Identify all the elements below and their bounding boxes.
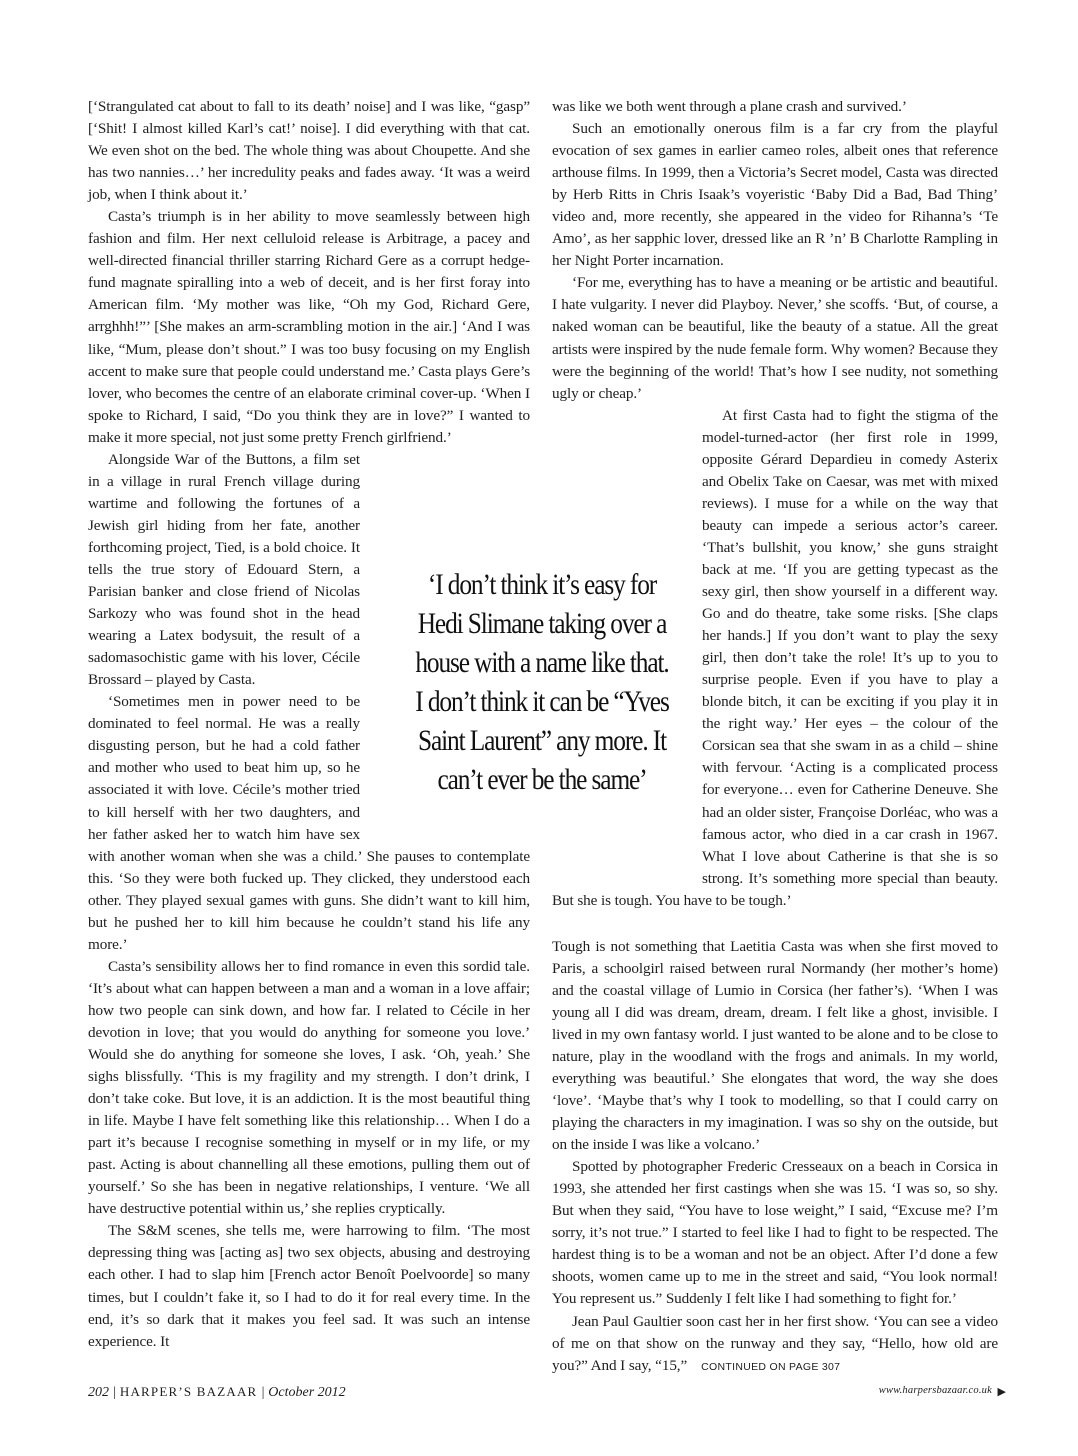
paragraph: ‘For me, everything has to have a meaning or be artistic and beautiful. I hate vulgarity. I never did Playboy. Never,’ she scoffs. ‘But, of course, a naked woman can be beautiful, like the beauty of a statue. All the great artists were inspired by the nude female form. Why women? Because they were the beginning of the world! That’s how I see nudity, not something ugly or cheap.’ xyxy=(552,274,998,402)
paragraph-last xyxy=(552,1311,998,1378)
paragraph: Casta’s sensibility allows her to find romance in even this sordid tale. ‘It’s about what can happen between a man and a woman in a love affair; how two people can sink down, and how far. I related to Cécile in her devotion in love; that you would do anything for someone you love.’ Would she do anything for someone she loves, I ask. ‘Oh, yeah.’ She sighs blissfully. ‘This is my fragility and my strength. I don’t drink, I don’t take coke. But love, it is an addiction. It is the most beautiful thing in life. Maybe I have felt something like this relationship… When I do a part it’s because I recognise something in myself or in my life, or my past. Acting is about channelling all these emotions, pulling them out of yourself.’ So she has been in negative relationships, I venture. ‘We all have destructive potential within us,’ she replies cryptically. xyxy=(88,957,530,1218)
paragraph: Spotted by photographer Frederic Cresseaux on a beach in Corsica in 1993, she attended her first castings when she was 15. ‘I was so, so shy. But when they said, “You have to lose weight,” I said, “Excuse me? I’m sorry, it’s not true.” I started to feel like I had to fight to be respected. The hardest thing is to be a woman and not be an object. After I’d done a few shoots, women came up to me in the street and said, “You look normal! You represent us.” Suddenly I felt like I had something to fight for.’ xyxy=(552,1158,998,1308)
paragraph: The S&M scenes, she tells me, were harrowing to film. ‘The most depressing thing was [acting as] two sex objects, abusing and destroying each other. I had to slap him [French actor Benoît Poelvoorde] so many times, but I couldn’t fake it, so I had to do it for real every time. In the end, it’s so dark that it makes you feel sad. It was such an intense experience. It xyxy=(88,1222,530,1350)
paragraph: Tough is not something that Laetitia Casta was when she first moved to Paris, a schoolgirl raised between rural Normandy (her mother’s home) and the coastal village of Lumio in Corsica (her father’s). ‘When I was young all I did was dream, dream, dream. I felt like a ghost, invisible. I lived in my own fantasy world. I just wanted to be alone and to be close to nature, play in the woodland with the frogs and animals. In my world, everything was beautiful.’ She elongates that word, the way she does ‘love’. ‘Maybe that’s why I took to modelling, so that I could carry on playing the characters in my imagination. I was so shy on the outside, but on the inside I was like a volcano.’ xyxy=(552,937,998,1154)
paragraph-text: Jean Paul Gaultier soon cast her in her first show. ‘You can see a video of me on that show on the runway and they say, “Hello, how old are you?” And I say, “15,” xyxy=(552,1312,998,1374)
magazine-name: HARPER’S BAZAAR xyxy=(119,1384,258,1399)
folio-separator: | xyxy=(112,1385,117,1400)
paragraph: was like we both went through a plane crash and survived.’ xyxy=(552,98,907,115)
website-url[interactable]: www.harpersbazaar.co.uk xyxy=(878,1385,992,1396)
folio-separator: | xyxy=(260,1385,265,1400)
issue-date: October 2012 xyxy=(268,1385,346,1400)
paragraph: ‘Sometimes men in power need to be dominated to feel normal. He was a really disgusting person, but he had a cold father and mother who used to beat him up, so he associated it with love. Cécile’s mother tried to kill herself with her two daughters, and her father asked her to watch him have sex with another woman when she was a child.’ She pauses to contemplate this. ‘So they were both fucked up. They clicked, they understood each other. They played sexual games with guns. She didn’t want to kill him, but he pushed her to kill him because he couldn’t stand his life any more.’ xyxy=(88,693,530,953)
page-number: 202 xyxy=(88,1385,109,1400)
folio xyxy=(88,1384,346,1401)
paragraph: Such an emotionally onerous film is a far cry from the playful evocation of sex games in earlier cameo roles, albeit ones that reference arthouse films. In 1999, then a Victoria’s Secret model, Casta was directed by Herb Ritts in Chris Isaak’s voyeristic ‘Baby Did a Bad, Bad Thing’ video and, more recently, she appeared in the video for Rihanna’s ‘Te Amo’, as her sapphic lover, dressed like an R ’n’ B Charlotte Rampling in her Night Porter incarnation. xyxy=(552,120,998,270)
paragraph: Alongside War of the Buttons, a film set in a village in rural French village during wartime and following the fortunes of a Jewish girl hiding from her fate, another forthcoming project, Tied, is a bold choice. It tells the true story of Edouard Stern, a Parisian banker and close friend of Nicolas Sarkozy who was found shot in the head wearing a Latex bodysuit, the result of a sadomasochistic game with his lover, Cécile Brossard – played by Casta. xyxy=(88,450,360,689)
page-footer xyxy=(88,1384,1006,1404)
paragraph: Casta’s triumph is in her ability to move seamlessly between high fashion and film. Her next celluloid release is Arbitrage, a pacey and well-directed financial thriller starring Richard Gere as a corrupt hedge-fund magnate spiralling into a web of deceit, and is her first foray into American film. ‘My mother was like, “Oh my God, Richard Gere, arrghhh!”’ [She makes an arm-scrambling motion in the air.] ‘And I was like, “Mum, please don’t shout.” I was too busy focusing on my English accent to make sure that people could understand me.’ Casta plays Gere’s lover, who becomes the centre of an elaborate criminal cover-up. ‘When I spoke to Richard, I said, “Do you think they are in love?” I wanted to make it more special, not just some pretty French girlfriend.’ xyxy=(88,208,530,446)
paragraph: At first Casta had to fight the stigma of the model-turned-actor (her first role in 1999, opposite Gérard Depardieu in comedy Asterix and Obelix Take on Caesar, was met with mixed reviews). I muse for a while on the way that beauty can impede a serious actor’s career. ‘That’s bullshit, you know,’ she guns straight back at me. ‘If you are getting typecast as the sexy girl, then show yourself in a different way. Go and do theatre, take some risks. [She claps her hands.] If you don’t want to play the sexy girl, then don’t take the role! It’s up to you to surprise people. Even if you have to play a blonde bitch, it can be exciting if you play it in the right way.’ Her eyes – the colour of the Corsican sea that she swam in as a child – shine with fervour. ‘Acting is a complicated process for everyone… even for Catherine Deneuve. She had an older sister, Françoise Dorléac, who was a famous actor, who died in a car crash in 1967. What I love about Catherine is that she is so strong. It’s something more special than beauty. But she is tough. You have to be tough.’ xyxy=(552,406,998,909)
paragraph: [‘Strangulated cat about to fall to its death’ noise] and I was like, “gasp” [‘Shit! I almost killed Karl’s cat!’ noise]. I did everything with that cat. We even shot on the bed. The whole thing was about Choupette. And she has two nannies…’ her incredulity peaks and fades away. ‘It was a weird job, when I think about it.’ xyxy=(88,98,530,204)
pull-quote: ‘I don’t think it’s easy for Hedi Slimane taking over a house with a name like that. I don’t think it can be “Yves Saint Laurent” any more. It can’t ever be the same’ xyxy=(415,569,669,796)
next-page-arrow-icon[interactable]: ▶ xyxy=(997,1386,1006,1398)
section-gap xyxy=(552,912,998,936)
continued-on-label: CONTINUED ON PAGE 307 xyxy=(701,1360,841,1373)
